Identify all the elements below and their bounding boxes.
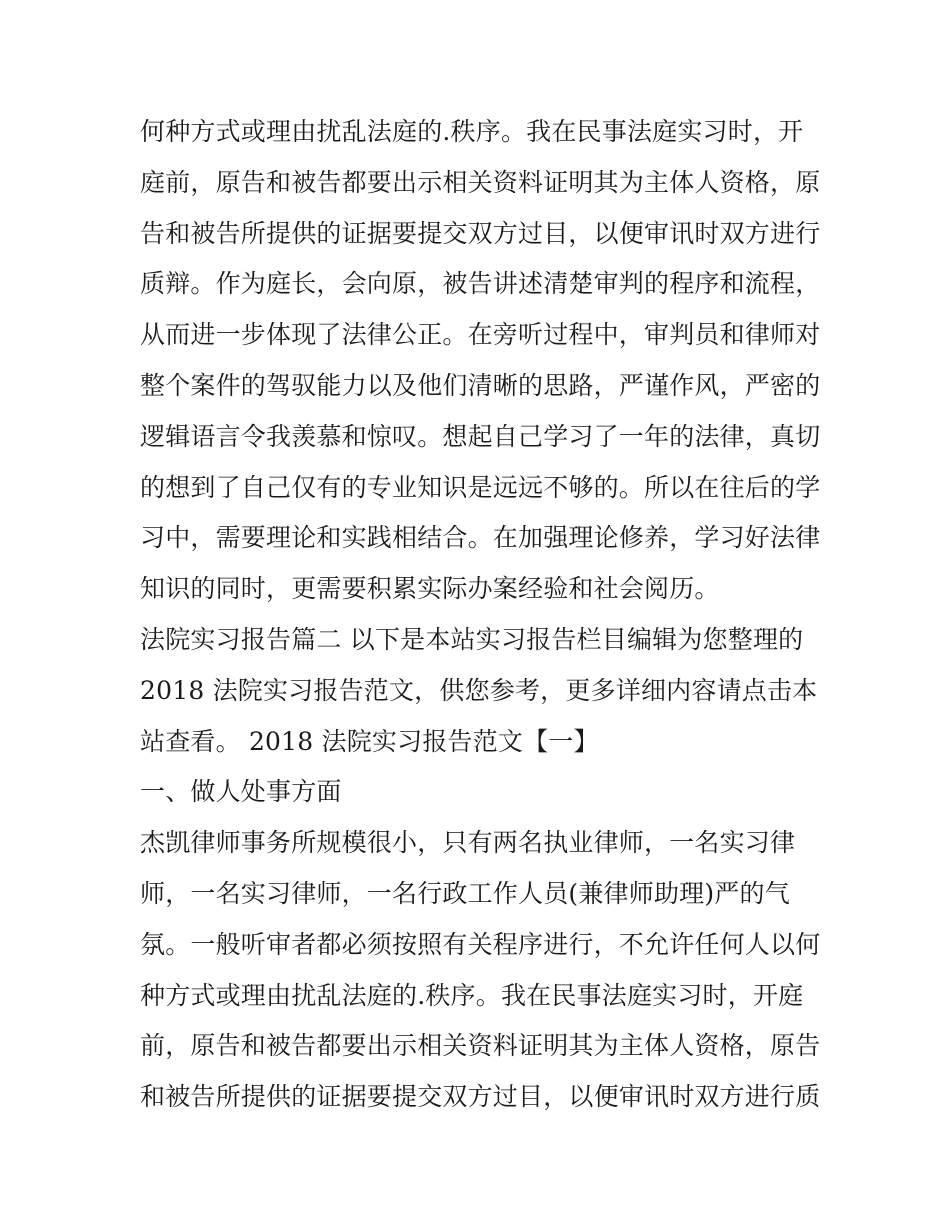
text-line: 站查看。 2018 法院实习报告范文【一】 (140, 726, 599, 756)
text-line: 2018 法院实习报告范文，供您参考，更多详细内容请点击本 (140, 675, 818, 705)
text-line: 逻辑语言令我羡慕和惊叹。想起自己学习了一年的法律，真切 (140, 421, 821, 451)
text-line: 杰凯律师事务所规模很小，只有两名执业律师，一名实习律 (140, 828, 796, 858)
text-line: 告和被告所提供的证据要提交双方过目，以便审讯时双方进行 (140, 218, 821, 248)
text-line: 师，一名实习律师，一名行政工作人员(兼律师助理)严的气 (140, 878, 790, 908)
text-line: 知识的同时，更需要积累实际办案经验和社会阅历。 (140, 574, 720, 604)
text-line: 和被告所提供的证据要提交双方过目，以便审讯时双方进行质 (140, 1082, 821, 1112)
text-line: 何种方式或理由扰乱法庭的.秩序。我在民事法庭实习时，开 (140, 117, 804, 146)
text-line: 习中，需要理论和实践相结合。在加强理论修养，学习好法律 (140, 523, 821, 553)
text-line: 种方式或理由扰乱法庭的.秩序。我在民事法庭实习时，开庭 (140, 980, 804, 1010)
text-line: 的想到了自己仅有的专业知识是远远不够的。所以在往后的学 (140, 472, 821, 502)
document-body (140, 107, 820, 1123)
text-line: 氛。一般听审者都必须按照有关程序进行，不允许任何人以何 (140, 929, 821, 959)
text-line: 庭前，原告和被告都要出示相关资料证明其为主体人资格，原 (140, 167, 821, 197)
text-line: 整个案件的驾驭能力以及他们清晰的思路，严谨作风，严密的 (140, 370, 821, 400)
subheading-line: 一、做人处事方面 (140, 777, 342, 807)
text-line: 前，原告和被告都要出示相关资料证明其为主体人资格，原告 (140, 1031, 821, 1061)
text-line: 从而进一步体现了法律公正。在旁听过程中，审判员和律师对 (140, 320, 821, 350)
section-heading-line: 法院实习报告篇二 以下是本站实习报告栏目编辑为您整理的 (140, 624, 804, 654)
text-line: 质辩。作为庭长，会向原，被告讲述清楚审判的程序和流程， (140, 269, 821, 299)
